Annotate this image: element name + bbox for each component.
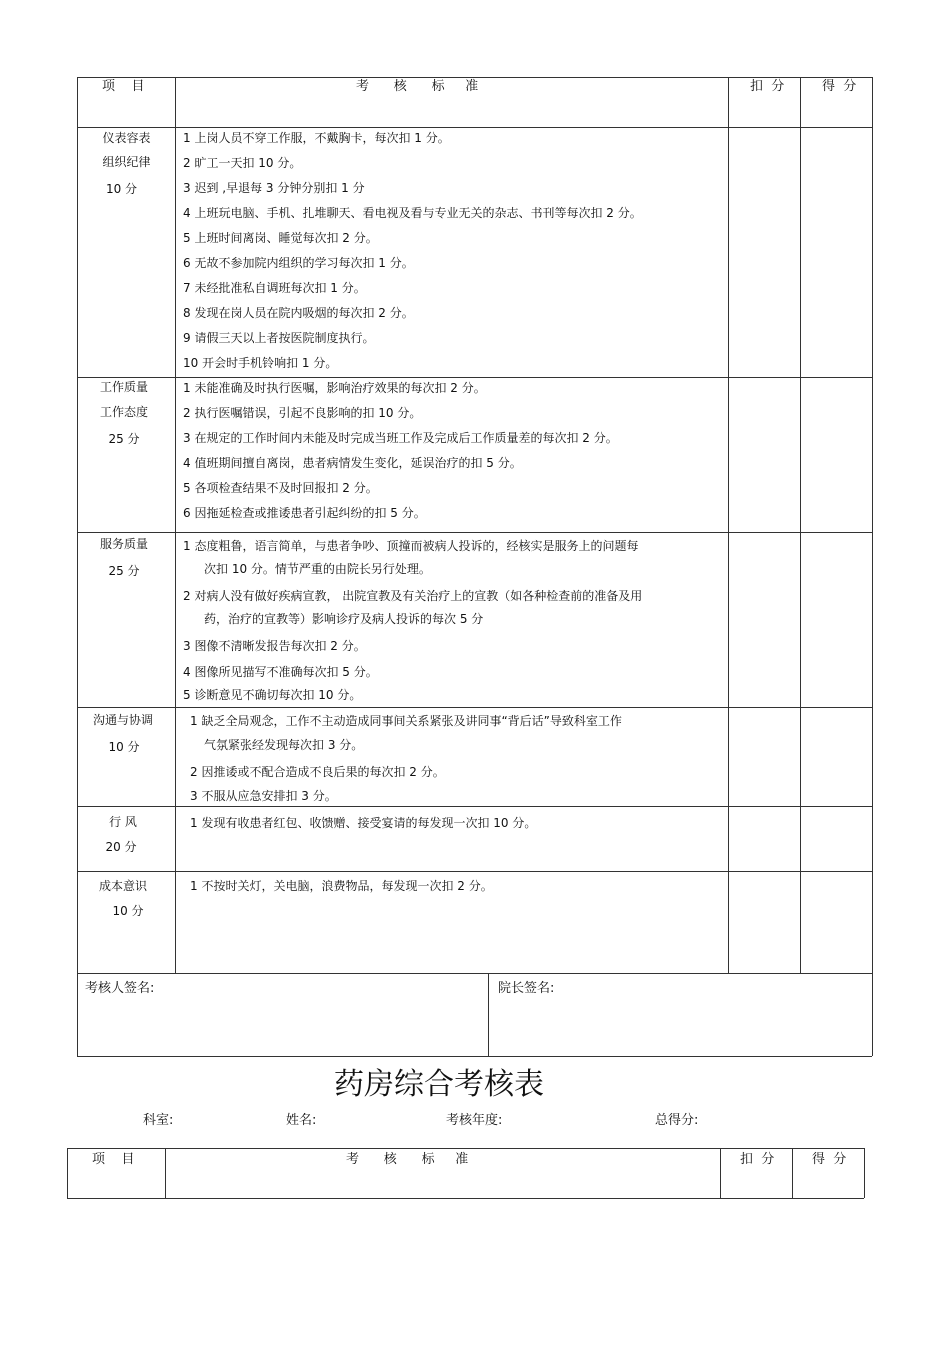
criteria-item: 6 因拖延检查或推诿患者引起纠纷的扣 5 分。	[183, 506, 426, 520]
criteria-item: 4 图像所见描写不准确每次扣 5 分。	[183, 665, 378, 679]
criteria-item: 1 态度粗鲁，语言简单，与患者争吵、顶撞而被病人投诉的，经核实是服务上的问题每	[183, 539, 639, 553]
criteria-item: 7 未经批准私自调班每次扣 1 分。	[183, 281, 366, 295]
criteria-item: 5 各项检查结果不及时回报扣 2 分。	[183, 481, 378, 495]
category-label: 成本意识	[98, 879, 147, 893]
criteria-item: 3 在规定的工作时间内未能及时完成当班工作及完成后工作质量差的每次扣 2 分。	[183, 431, 618, 445]
category-points: 20 分	[105, 840, 137, 854]
category-points: 10 分	[112, 904, 144, 918]
department-label: 科室:	[143, 1113, 174, 1128]
director-signature-label: 院长签名:	[498, 981, 555, 996]
criteria-item: 6 无故不参加院内组织的学习每次扣 1 分。	[183, 256, 414, 270]
criteria-item: 4 值班期间擅自离岗，患者病情发生变化，延误治疗的扣 5 分。	[183, 456, 522, 470]
total-score-label: 总得分:	[655, 1113, 699, 1128]
header-score: 得 分	[822, 79, 857, 94]
category-points: 10 分	[108, 740, 140, 754]
category-points: 10 分	[105, 182, 138, 196]
header-standard: 考 核 标 准	[346, 1152, 469, 1167]
criteria-item: 2 旷工一天扣 10 分。	[183, 156, 302, 170]
category-label: 行 风	[109, 815, 137, 829]
header-item: 项 目	[102, 79, 145, 94]
category-label: 组织纪律	[102, 155, 151, 169]
criteria-item: 1 发现有收患者红包、收馈赠、接受宴请的每发现一次扣 10 分。	[190, 816, 537, 830]
category-points: 25 分	[108, 432, 140, 446]
criteria-item: 2 执行医嘱错误，引起不良影响的扣 10 分。	[183, 406, 422, 420]
category-label: 工作态度	[99, 405, 148, 419]
criteria-item: 1 不按时关灯，关电脑，浪费物品，每发现一次扣 2 分。	[190, 879, 493, 893]
header-item: 项 目	[92, 1152, 135, 1167]
criteria-item: 3 图像不清晰发报告每次扣 2 分。	[183, 639, 366, 653]
form-title: 药房综合考核表	[334, 1067, 544, 1102]
criteria-item: 2 对病人没有做好疾病宣教， 出院宣教及有关治疗上的宣教（如各种检查前的准备及用	[183, 589, 643, 603]
criteria-item: 1 缺乏全局观念，工作不主动造成同事间关系紧张及讲同事“背后话”导致科室工作	[190, 714, 622, 728]
criteria-item-continued: 气氛紧张经发现每次扣 3 分。	[204, 738, 364, 752]
criteria-item: 5 上班时间离岗、睡觉每次扣 2 分。	[183, 231, 378, 245]
name-label: 姓名:	[286, 1113, 317, 1128]
category-label: 仪表容表	[102, 131, 151, 145]
criteria-item: 10 开会时手机铃响扣 1 分。	[183, 356, 338, 370]
criteria-item: 1 未能准确及时执行医嘱，影响治疗效果的每次扣 2 分。	[183, 381, 486, 395]
criteria-item: 2 因推诿或不配合造成不良后果的每次扣 2 分。	[190, 765, 445, 779]
criteria-item-continued: 药，治疗的宣教等）影响诊疗及病人投诉的每次 5 分	[204, 612, 484, 626]
header-deduct: 扣 分	[740, 1152, 775, 1167]
criteria-item: 3 不服从应急安排扣 3 分。	[190, 789, 337, 803]
criteria-item-continued: 次扣 10 分。情节严重的由院长另行处理。	[204, 562, 431, 576]
category-label: 服务质量	[99, 537, 148, 551]
criteria-item: 3 迟到 ,早退每 3 分钟分别扣 1 分	[183, 181, 365, 195]
reviewer-signature-label: 考核人签名:	[85, 981, 155, 996]
criteria-item: 4 上班玩电脑、手机、扎堆聊天、看电视及看与专业无关的杂志、书刊等每次扣 2 分。	[183, 206, 642, 220]
criteria-item: 5 诊断意见不确切每次扣 10 分。	[183, 688, 362, 702]
criteria-item: 1 上岗人员不穿工作服，不戴胸卡，每次扣 1 分。	[183, 131, 450, 145]
header-score: 得 分	[812, 1152, 847, 1167]
category-label: 沟通与协调	[92, 713, 153, 727]
header-deduct: 扣 分	[750, 79, 785, 94]
header-standard: 考 核 标 准	[356, 79, 479, 94]
criteria-item: 8 发现在岗人员在院内吸烟的每次扣 2 分。	[183, 306, 414, 320]
category-points: 25 分	[108, 564, 140, 578]
category-label: 工作质量	[99, 380, 148, 394]
assessment-year-label: 考核年度:	[446, 1113, 503, 1128]
criteria-item: 9 请假三天以上者按医院制度执行。	[183, 331, 375, 345]
